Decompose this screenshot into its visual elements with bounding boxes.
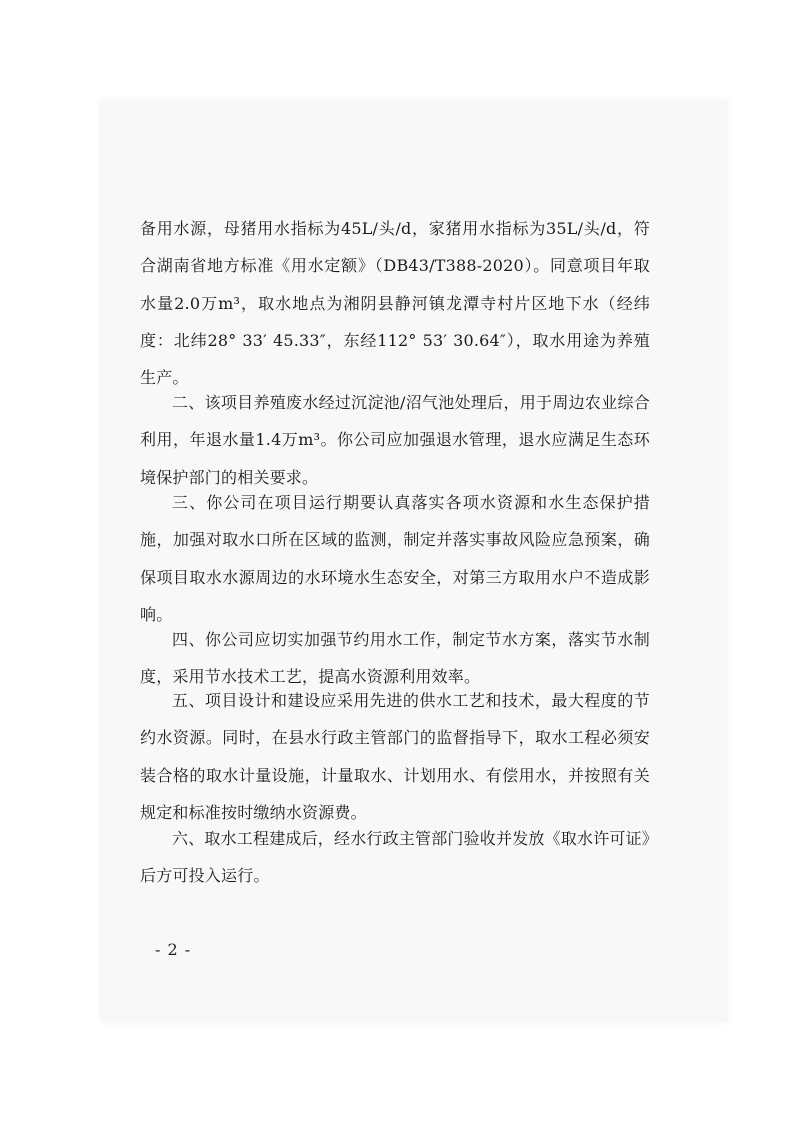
paragraph-protection-measures: 三、你公司在项目运行期要认真落实各项水资源和水生态保护措施，加强对取水口所在区域的监测，制定并落实事故风险应急预案，确保项目取水水源周边的水环境水生态安全，对第三方取用水户不造成影响。 (140, 493, 650, 624)
page-number: - 2 - (155, 940, 192, 959)
paragraph-design-construction: 五、项目设计和建设应采用先进的供水工艺和技术，最大程度的节约水资源。同时，在县水行政主管部门的监督指导下，取水工程必须安装合格的取水计量设施，计量取水、计划用水、有偿用水，并按照有关规定和标准按时缴纳水资源费。 (140, 691, 650, 822)
paragraph-acceptance: 六、取水工程建成后，经水行政主管部门验收并发放《取水许可证》后方可投入运行。 (140, 829, 651, 886)
paragraph-wastewater: 二、该项目养殖废水经过沉淀池/沼气池处理后，用于周边农业综合利用，年退水量1.4万m³。你公司应加强退水管理，退水应满足生态环境保护部门的相关要求。 (140, 393, 650, 487)
paragraph-water-saving: 四、你公司应切实加强节约用水工作，制定节水方案，落实节水制度，采用节水技术工艺，提高水资源利用效率。 (140, 630, 650, 687)
paragraph-water-source: 备用水源，母猪用水指标为45L/头/d，家猪用水指标为35L/头/d，符合湖南省地方标准《用水定额》（DB43/T388-2020）。同意项目年取水量2.0万m³，取水地点为湘阴县静河镇龙潭寺村片区地下水（经纬度：北纬28° 33′ 45.33″，东经112° 53′ 30.64″），取水用途为养殖生产。 (140, 219, 650, 388)
